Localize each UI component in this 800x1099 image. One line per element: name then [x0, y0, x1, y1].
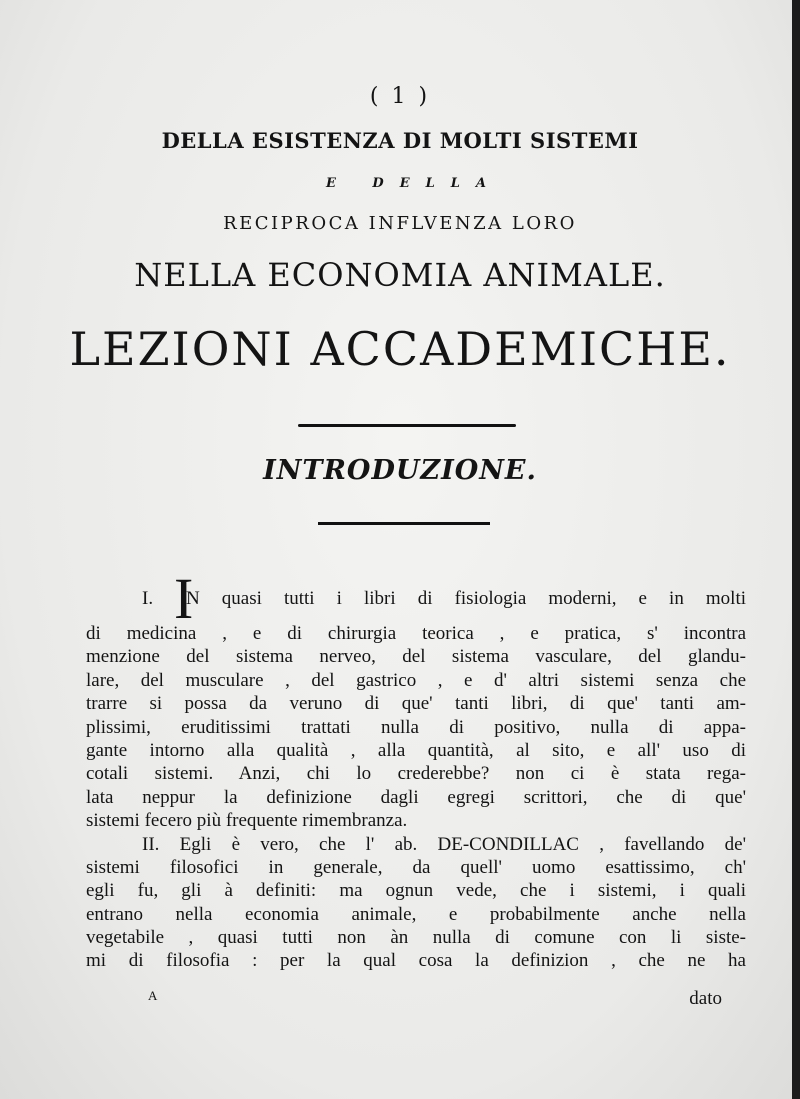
text-line: lare, del musculare , del gastrico , e d' altri sistemi senza che	[86, 669, 746, 691]
text-line: II. Egli è vero, che l' ab. DE-CONDILLAC , favellando de'	[142, 833, 746, 855]
text-line-1-content: N quasi tutti i libri di fisiologia moderni, e in molti	[186, 588, 746, 609]
text-line: gante intorno alla qualità , alla quantità, al sito, e all' uso di	[86, 739, 746, 761]
title-line-2: E DELLA	[326, 176, 502, 191]
text-line: sistemi fecero più frequente rimembranza.	[86, 810, 408, 832]
title-line-4: NELLA ECONOMIA ANIMALE.	[134, 256, 666, 294]
text-line: mi di filosofia : per la qual cosa la definizion , che ne ha	[86, 950, 746, 972]
title-line-1: DELLA ESISTENZA DI MOLTI SISTEMI	[161, 128, 639, 153]
text-line: vegetabile , quasi tutti non àn nulla di comune con li siste-	[86, 927, 746, 949]
title-line-3: RECIPROCA INFLVENZA LORO	[223, 213, 577, 234]
ornamental-rule-bottom	[318, 522, 490, 525]
text-line: trarre si possa da veruno di que' tanti libri, di que' tanti am-	[86, 693, 746, 715]
text-line: di medicina , e di chirurgia teorica , e pratica, s' incontra	[86, 623, 746, 644]
text-line: cotali sistemi. Anzi, chi lo crederebbe? non ci è stata rega-	[86, 763, 746, 785]
text-line: sistemi filosofici in generale, da quell' uomo esattissimo, ch'	[86, 856, 746, 878]
text-line: lata neppur la definizione dagli egregi scrittori, che di que'	[86, 786, 746, 808]
title-line-5: LEZIONI ACCADEMICHE.	[69, 322, 731, 376]
text-line: egli fu, gli à definiti: ma ognun vede, che i sistemi, i quali	[86, 880, 746, 902]
page-number: ( 1 )	[369, 84, 431, 109]
body-text	[86, 576, 746, 973]
paragraph-number: I.	[142, 588, 154, 609]
catchword: dato	[689, 988, 722, 1009]
text-line-1	[86, 576, 746, 622]
text-line: menzione del sistema nerveo, del sistema vasculare, del glandu-	[86, 646, 746, 668]
page-edge-shadow	[792, 0, 800, 1099]
ornamental-rule-top	[298, 424, 516, 427]
signature-mark: A	[148, 988, 158, 1003]
drop-cap: I	[174, 576, 194, 622]
text-line: plissimi, eruditissimi trattati nulla di positivo, nulla di appa-	[86, 716, 746, 738]
section-heading: INTRODUZIONE.	[263, 455, 537, 486]
text-line: entrano nella economia animale, e probabilmente anche nella	[86, 903, 746, 925]
